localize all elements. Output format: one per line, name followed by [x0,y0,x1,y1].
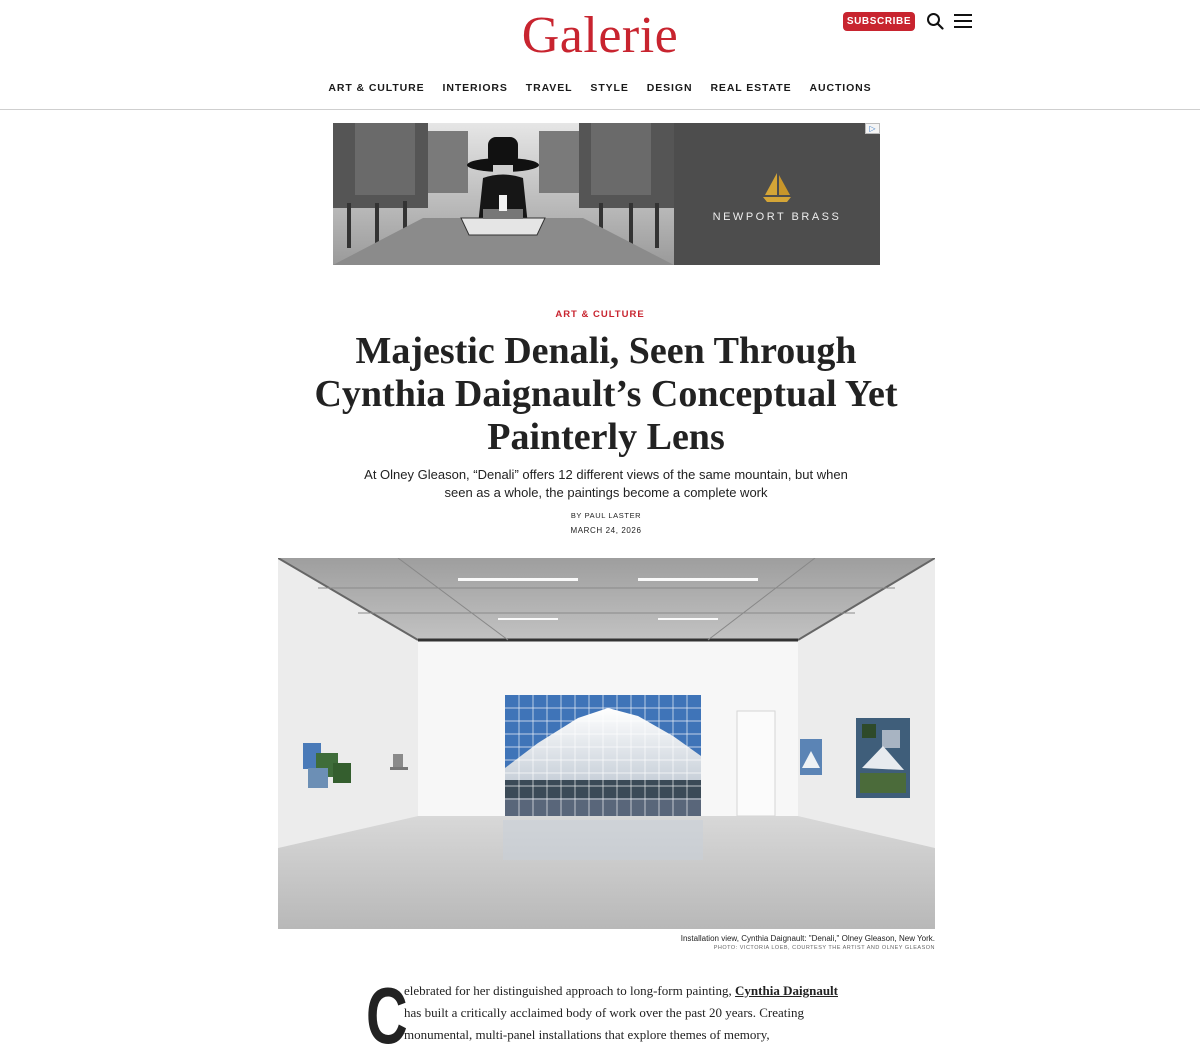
nav-item-interiors[interactable]: INTERIORS [442,82,508,94]
site-logo[interactable]: Galerie [521,7,679,64]
body-text-continued: has built a critically acclaimed body of work over the past 20 years. Creating monumental, multi-panel installations that explore themes of memory, [404,1005,804,1042]
sailboat-logo-icon [760,171,794,205]
article-byline: BY PAUL LASTER [570,511,642,520]
nav-item-real-estate[interactable]: REAL ESTATE [710,82,792,94]
site-header [0,0,1200,110]
ad-banner[interactable] [333,123,880,265]
nav-item-art-culture[interactable]: ART & CULTURE [328,82,425,94]
article-body-paragraph [404,980,854,1046]
article-category[interactable]: ART & CULTURE [555,309,645,320]
nav-item-auctions[interactable]: AUCTIONS [809,82,872,94]
article-dek: At Olney Gleason, “Denali” offers 12 different views of the same mountain, but when seen as a whole, the paintings become a complete work [364,467,848,500]
nav-item-style[interactable]: STYLE [590,82,629,94]
main-nav [0,82,1200,94]
ad-brand-panel [674,123,880,265]
article-title: Majestic Denali, Seen Through Cynthia Daignault’s Conceptual Yet Painterly Lens [314,330,898,458]
ad-photo [333,123,674,265]
image-caption: Installation view, Cynthia Daignault: "Denali," Olney Gleason, New York. [680,934,935,943]
drop-cap: C [366,971,408,1050]
hero-image [278,558,935,929]
article-date: MARCH 24, 2026 [570,526,642,535]
image-credit: PHOTO: VICTORIA LOEB, COURTESY THE ARTIST AND OLNEY GLEASON [713,945,935,951]
nav-item-design[interactable]: DESIGN [646,82,693,94]
artist-link[interactable]: Cynthia Daignault [735,983,838,998]
search-icon[interactable] [926,12,944,30]
hamburger-menu-icon[interactable] [954,13,972,29]
subscribe-button[interactable]: SUBSCRIBE [843,12,915,31]
body-text: elebrated for her distinguished approach to long-form painting, [404,983,736,998]
nav-item-travel[interactable]: TRAVEL [525,82,573,94]
ad-brand-name: NEWPORT BRASS [712,211,842,223]
ad-choices-icon[interactable]: ▷ [865,123,880,134]
